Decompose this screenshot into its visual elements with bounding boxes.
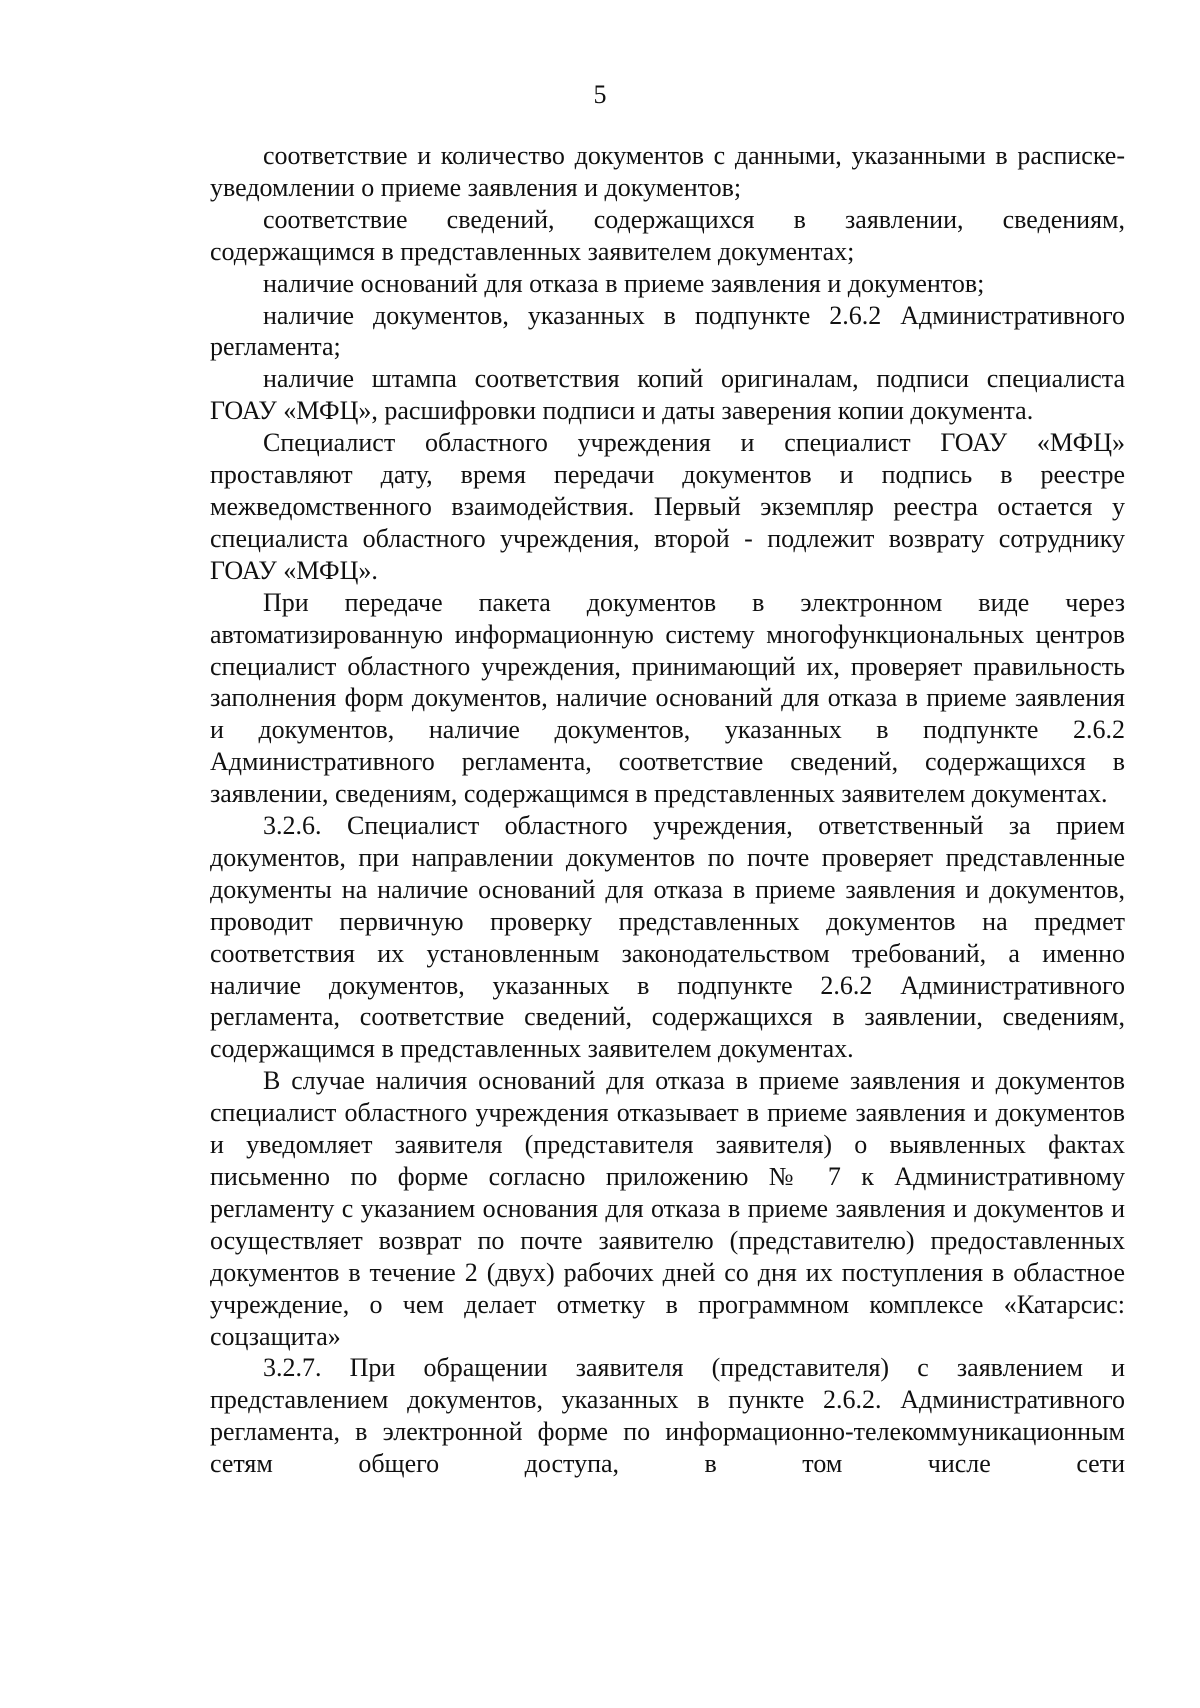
paragraph: наличие оснований для отказа в приеме заявления и документов; — [263, 268, 985, 298]
paragraph: 3.2.7. При обращении заявителя (представителя) с заявлением и представлением документов, указанных в пункте 2.6.2. Административного регламента, в электронной форме по информационно-телекоммуникационным сетям общего доступа, в том числе сети — [210, 1353, 1125, 1479]
paragraph: наличие штампа соответствия копий оригиналам, подписи специалиста ГОАУ «МФЦ», расшифровки подписи и даты заверения копии документа. — [210, 364, 1125, 426]
paragraph: 3.2.6. Специалист областного учреждения, ответственный за прием документов, при направлении документов по почте проверяет представленные документы на наличие оснований для отказа в приеме заявления и документов, проводит первичную проверку представленных документов на предмет соответствия их установленным законодательством требований, а именно наличие документов, указанных в подпункте 2.6.2 Административного регламента, соответствие сведений, содержащихся в заявлении, сведениям, содержащимся в представленных заявителем документах. — [210, 811, 1125, 1064]
page-number: 5 — [593, 80, 607, 109]
paragraph: наличие документов, указанных в подпункте 2.6.2 Административного регламента; — [210, 300, 1125, 362]
paragraph: соответствие и количество документов с данными, указанными в расписке-уведомлении о приеме заявления и документов; — [210, 141, 1125, 202]
paragraph: В случае наличия оснований для отказа в приеме заявления и документов специалист областного учреждения отказывает в приеме заявления и документов и уведомляет заявителя (представителя заявителя) о выявленных фактах письменно по форме согласно приложению № 7 к Административному регламенту с указанием основания для отказа в приеме заявления и документов и осуществляет возврат по почте заявителю (представителю) предоставленных документов в течение 2 (двух) рабочих дней со дня их поступления в областное учреждение, о чем делает отметку в программном комплексе «Катарсис: соцзащита» — [210, 1066, 1125, 1351]
paragraph: При передаче пакета документов в электронном виде через автоматизированную информационную систему многофункциональных центров специалист областного учреждения, принимающий их, проверяет правильность заполнения форм документов, наличие оснований для отказа в приеме заявления и документов, наличие документов, указанных в подпункте 2.6.2 Административного регламента, соответствие сведений, содержащихся в заявлении, сведениям, содержащимся в представленных заявителем документах. — [210, 587, 1125, 809]
document-body — [210, 140, 1125, 1480]
paragraph: Специалист областного учреждения и специалист ГОАУ «МФЦ» проставляют дату, время передачи документов и подпись в реестре межведомственного взаимодействия. Первый экземпляр реестра остается у специалиста областного учреждения, второй - подлежит возврату сотруднику ГОАУ «МФЦ». — [210, 428, 1125, 585]
paragraph: соответствие сведений, содержащихся в заявлении, сведениям, содержащимся в представленных заявителем документах; — [210, 204, 1125, 266]
